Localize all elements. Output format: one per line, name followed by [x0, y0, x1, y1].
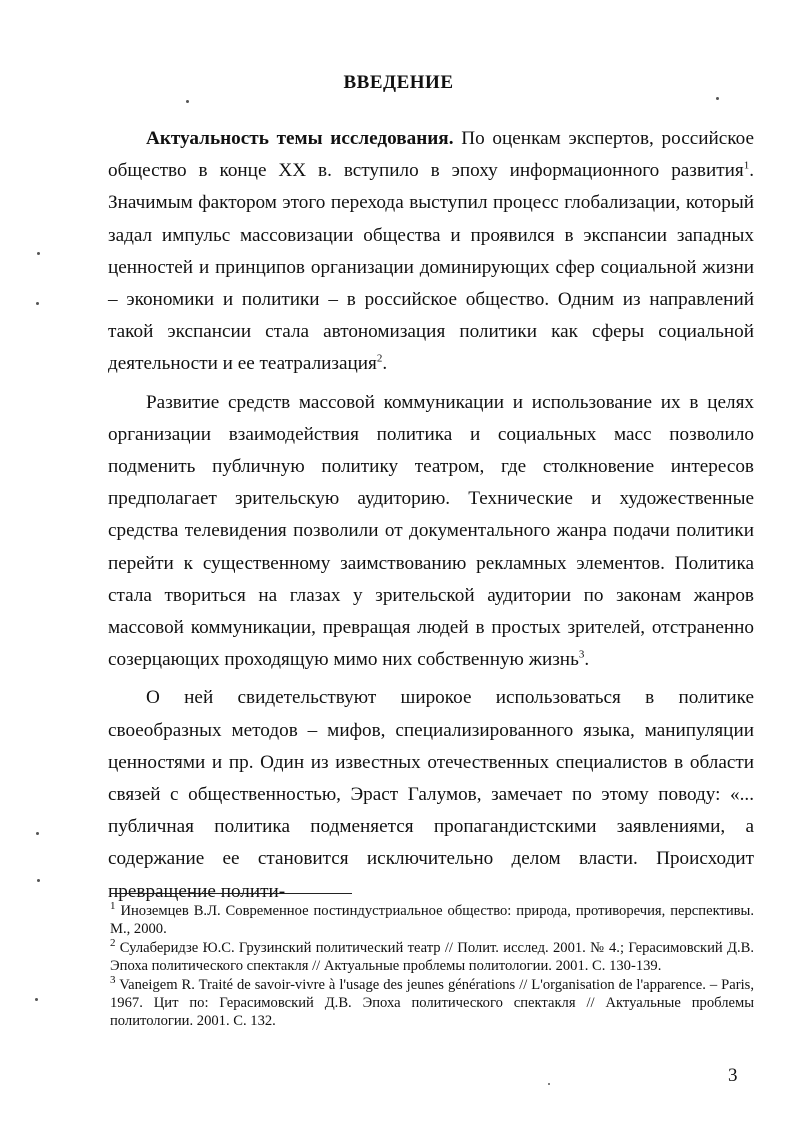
scan-speck: [36, 832, 39, 835]
footnote-1: [110, 902, 754, 939]
scan-speck: [37, 879, 40, 882]
footnote-number: 3: [110, 973, 116, 986]
footnote-number: 1: [110, 900, 116, 913]
paragraph-2-end: .: [584, 649, 590, 671]
scan-speck: [37, 252, 40, 255]
footnote-ref-3: 3: [578, 648, 585, 661]
scan-speck: [36, 302, 39, 305]
footnote-text: Сулаберидзе Ю.С. Грузинский политический театр // Полит. исслед. 2001. № 4.; Герасимовский Д.В. Эпоха политического спектакля // Актуальные проблемы политологии. 2001. С. 130-139.: [110, 939, 754, 975]
footnote-text: Иноземцев В.Л. Современное постиндустриальное общество: природа, противоречия, перспективы. М., 2000.: [110, 903, 754, 938]
scan-speck: [548, 1083, 550, 1085]
lead-heading: Актуальность темы исследования.: [146, 128, 454, 149]
footnotes: [110, 902, 754, 1031]
footnote-ref-2: 2: [376, 353, 383, 366]
footnote-number: 2: [110, 936, 116, 949]
main-text: [108, 123, 754, 914]
scan-speck: [35, 998, 38, 1001]
footnote-3: [110, 973, 754, 1031]
paragraph-2-text: Развитие средств массовой коммуникации и использование их в целях организации взаимодействия политика и социальных масс позволило подменить публичную политику театром, где столкновение интересов предполагает зрительскую аудиторию. Технические и художественные средства телевидения позволили от документального жанра подачи политики перейти к существенному заимствованию рекламных элементов. Политика стала твориться на глазах у зрительской аудитории по законам жанров массовой коммуникации, превращая людей в простых зрителей, отстраненно созерцающих проходящую мимо них собственную жизнь: [108, 391, 754, 671]
footnote-divider: [110, 893, 352, 894]
paragraph-1-text-2: . Значимым фактором этого перехода выступил процесс глобализации, который задал импульс массовизации общества и проявился в экспансии западных ценностей и принципов организации доминирующих сфер социальной жизни – экономики и политики – в российское общество. Одним из направлений такой экспансии стала автономизация политики как сферы социальной деятельности и ее театрализация: [108, 160, 754, 375]
paragraph-1-text: По оценкам экспертов, российское общество в конце XX в. вступило в эпоху информационного развития: [108, 128, 754, 182]
scan-speck: [716, 97, 719, 100]
scan-speck: [186, 100, 189, 103]
paragraph-3-text: О ней свидетельствуют широкое использоваться в политике своеобразных методов – мифов, специализированного языка, манипуляции ценностями и пр. Один из известных отечественных специалистов в области связей с общественностью, Эраст Галумов, замечает по этому поводу: «... публичная политика подменяется пропагандистскими заявлениями, а содержание ее становится исключительно делом власти. Происходит превращение полити-: [108, 687, 754, 902]
paragraph-1-end: .: [382, 353, 388, 375]
footnote-text: Vaneigem R. Traité de savoir-vivre à l'usage des jeunes générations // L'organisation de l'apparence. – Paris, 1967. Цит по: Герасимовский Д.В. Эпоха политического спектакля // Актуальные проблемы политологии. 2001. С. 132.: [110, 976, 754, 1030]
page-title: ВВЕДЕНИЕ: [343, 72, 454, 93]
paragraph-2: [108, 387, 754, 677]
page-number: 3: [728, 1065, 738, 1086]
paragraph-3: [108, 682, 754, 907]
paragraph-1: [108, 123, 754, 381]
footnote-ref-1: 1: [743, 159, 750, 172]
footnote-2: [110, 936, 754, 976]
